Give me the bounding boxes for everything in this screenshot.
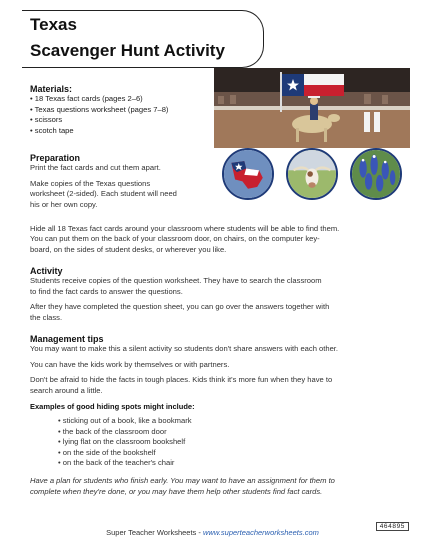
rodeo-rider-image: [214, 68, 410, 148]
tips-paragraph-3: [30, 375, 402, 396]
text-line: to find the fact cards to answer the questions.: [30, 286, 183, 296]
page-title-line2: Scavenger Hunt Activity: [30, 41, 225, 60]
worksheet-id: 464895: [376, 522, 409, 531]
footer-text: Super Teacher Worksheets -: [106, 528, 203, 537]
list-item: • on the back of the teacher's chair: [58, 458, 402, 468]
image-circles: [222, 148, 412, 206]
activity-paragraph-2: [30, 302, 402, 323]
list-item: • sticking out of a book, like a bookmark: [58, 416, 402, 426]
materials-section: [30, 84, 168, 136]
text-line: search around a little.: [30, 385, 103, 395]
rodeo-photo: [214, 68, 410, 148]
management-tips-section: [30, 334, 402, 497]
footer-link[interactable]: www.superteacherworksheets.com: [202, 528, 319, 537]
tips-paragraph-2: You can have the kids work by themselves or with partners.: [30, 359, 230, 369]
text-line: Students receive copies of the question worksheet. They have to search the classroom: [30, 276, 322, 286]
examples-list: [30, 416, 402, 468]
text-line: complete when they're done, or you may have them help other students find fact cards.: [30, 486, 323, 496]
text-line: Don't be afraid to hide the facts in tough places. Kids think it's more fun when they have to: [30, 375, 333, 385]
text-line: the class.: [30, 312, 63, 322]
list-item: • 18 Texas fact cards (pages 2–6): [30, 94, 168, 104]
preparation-paragraph-2: [30, 179, 220, 210]
text-line: worksheet (2-sided). Each student will need: [30, 189, 177, 199]
closing-paragraph: [30, 476, 402, 497]
text-line: his or her own copy.: [30, 199, 98, 209]
texas-flag-map-icon: [222, 148, 274, 200]
text-line: After they have completed the question sheet, you can go over the answers together with: [30, 302, 330, 312]
list-item: • on the side of the bookshelf: [58, 448, 402, 458]
text-line: You can put them on the back of your classroom door, on chairs, on the computer key-: [30, 234, 320, 244]
text-line: board, on the sides of student desks, or wherever you like.: [30, 244, 227, 254]
examples-heading: Examples of good hiding spots might include:: [30, 402, 195, 412]
list-item: • scissors: [30, 115, 168, 125]
text-line: Hide all 18 Texas fact cards around your classroom where students will be able to find them.: [30, 224, 340, 233]
tips-paragraph-1: You may want to make this a silent activity so students don't share answers with each other.: [30, 344, 339, 354]
text-line: Make copies of the Texas questions: [30, 178, 151, 188]
list-item: • the back of the classroom door: [58, 427, 402, 437]
materials-list: [30, 94, 168, 136]
activity-heading: Activity: [30, 266, 63, 276]
preparation-paragraph-1: Print the fact cards and cut them apart.: [30, 163, 161, 173]
text-line: Have a plan for students who finish early. You may want to have an assignment for them to: [30, 476, 335, 486]
title-banner: [22, 10, 264, 68]
list-item: • scotch tape: [30, 126, 168, 136]
preparation-heading: Preparation: [30, 153, 81, 163]
list-item: • lying flat on the classroom bookshelf: [58, 437, 402, 447]
list-item: • Texas questions worksheet (pages 7–8): [30, 105, 168, 115]
preparation-paragraph-3: [30, 224, 402, 255]
tips-heading: Management tips: [30, 334, 104, 344]
longhorn-cattle-icon: [286, 148, 338, 200]
preparation-section: [30, 153, 220, 210]
materials-heading: Materials:: [30, 84, 73, 94]
activity-section: [30, 266, 402, 323]
page-title-line1: Texas: [30, 15, 77, 34]
bluebonnet-flowers-icon: [350, 148, 402, 200]
footer: [0, 528, 425, 537]
activity-paragraph-1: [30, 276, 402, 297]
